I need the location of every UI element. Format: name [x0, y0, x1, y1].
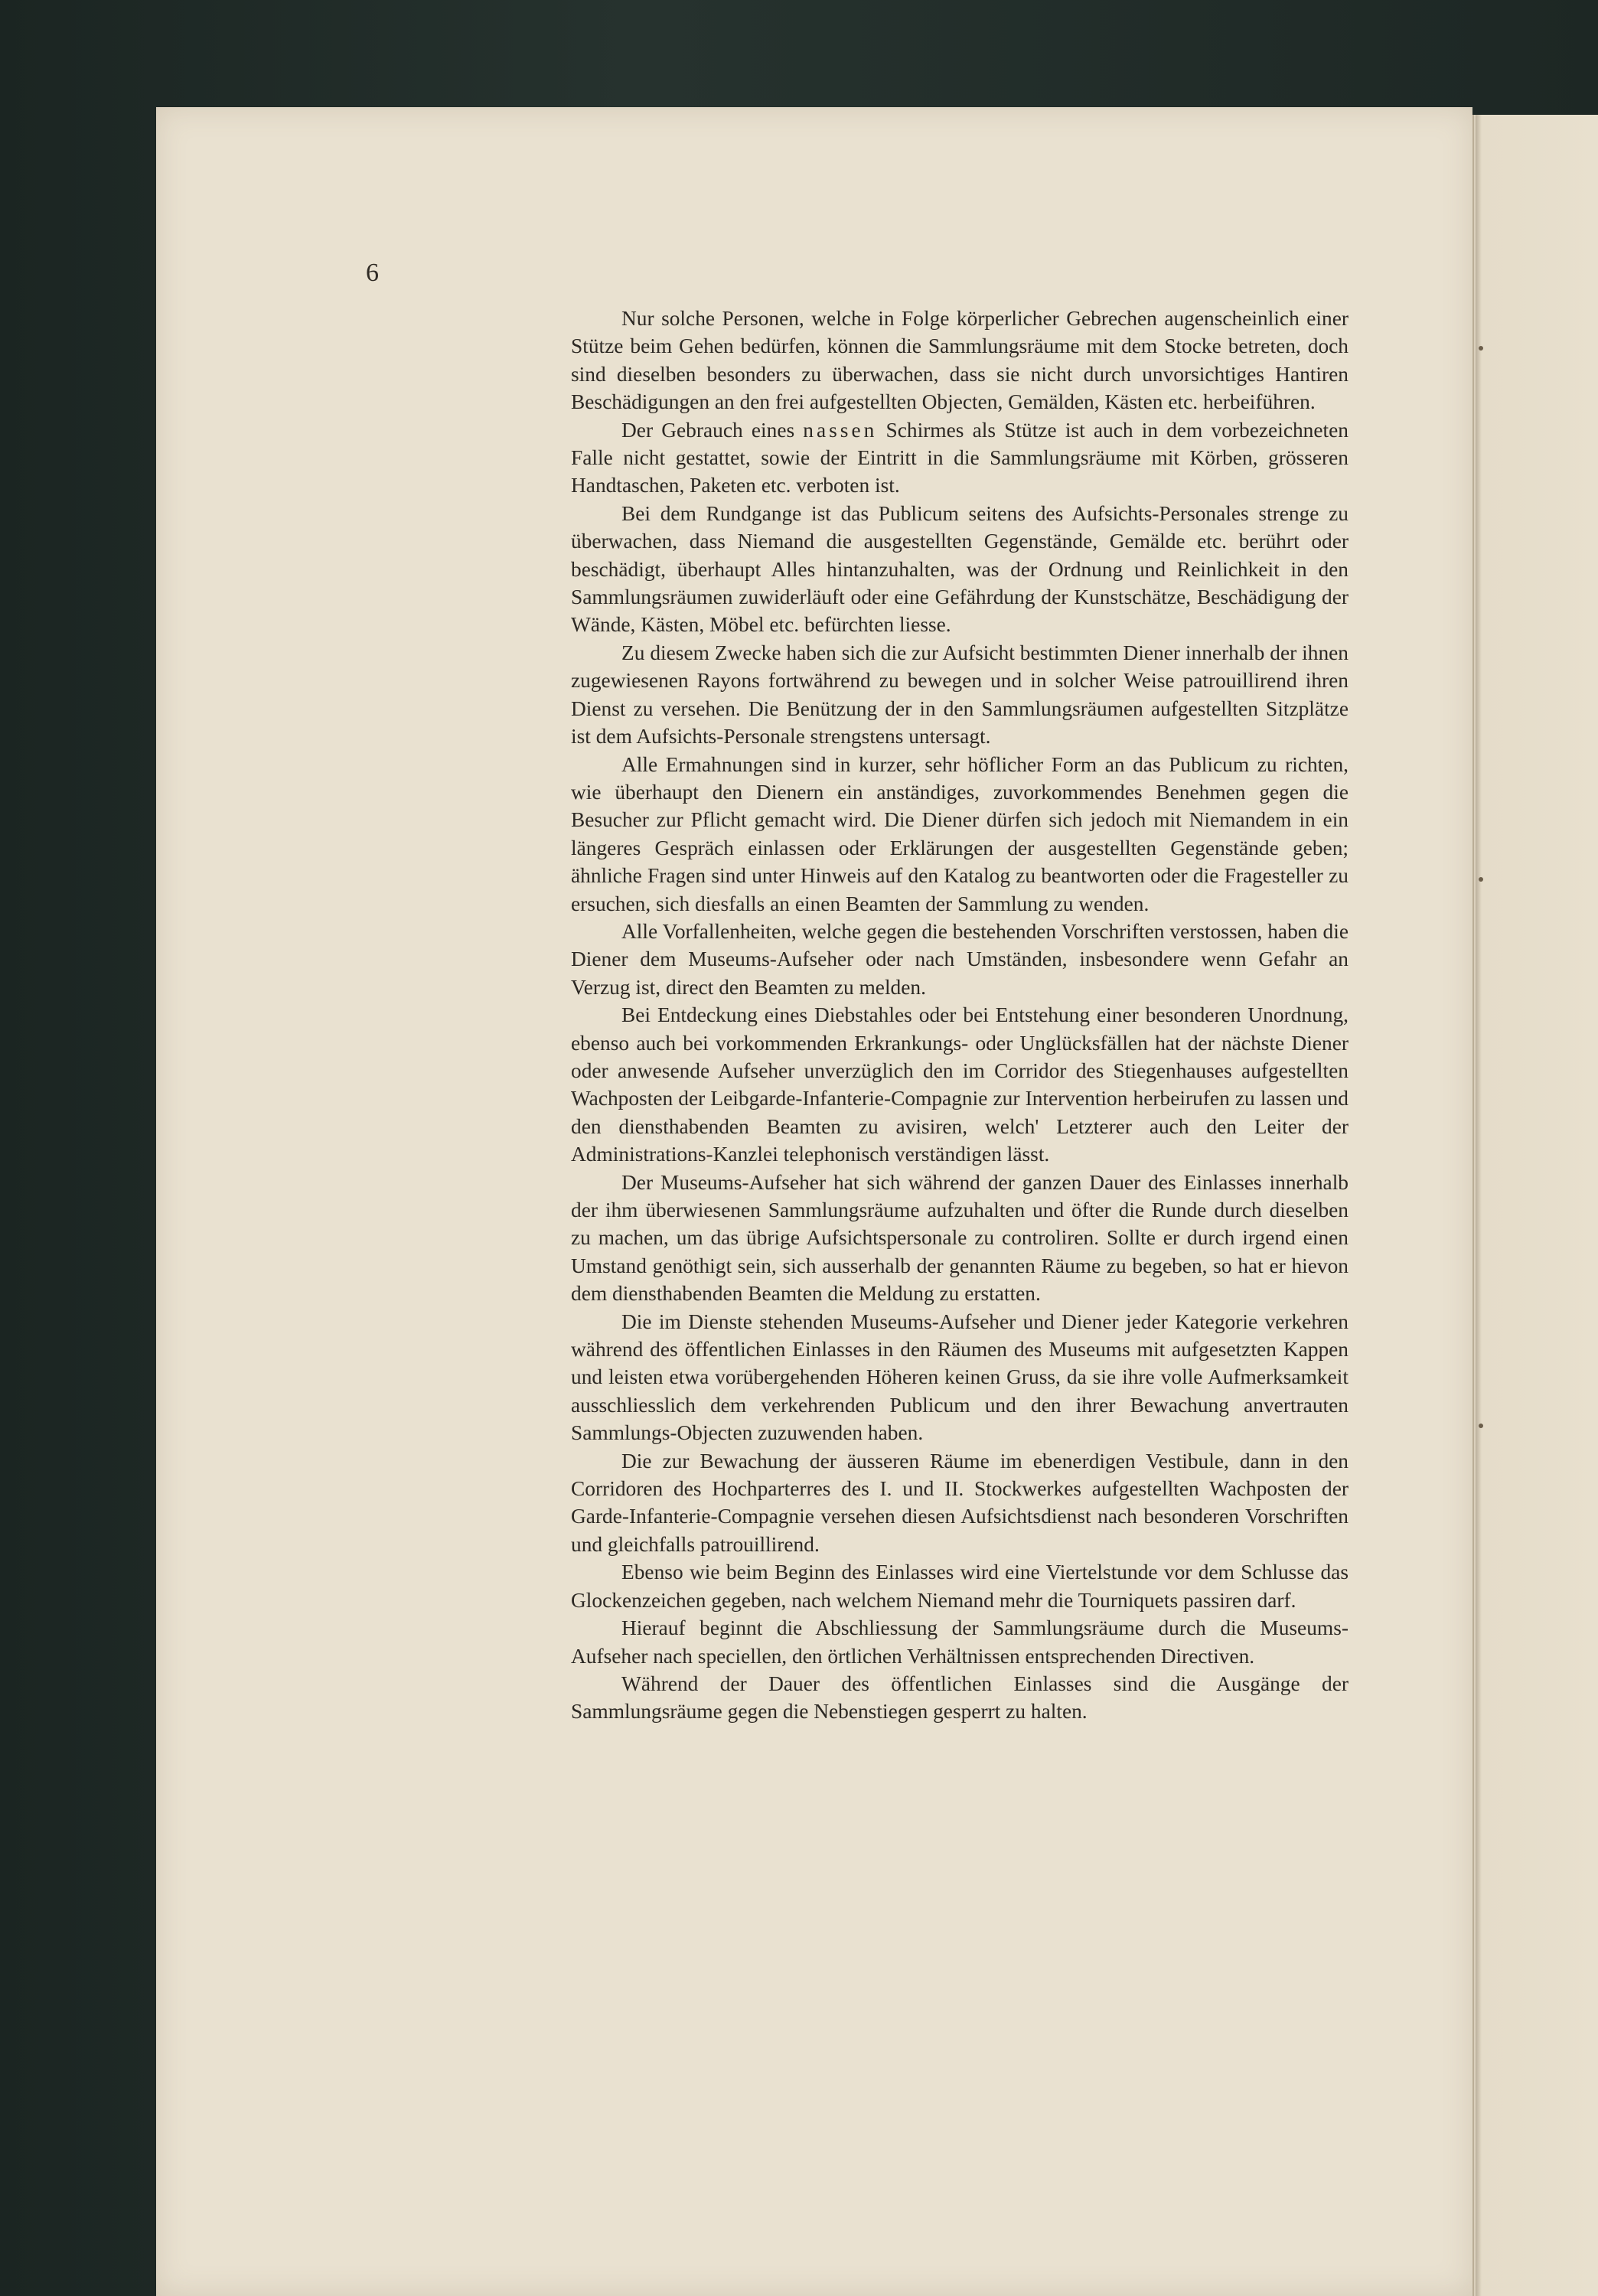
paragraph: Alle Ermahnungen sind in kurzer, sehr höflicher Form an das Publicum zu richten, wie überhaupt den Dienern ein anständiges, zuvorkommendes Benehmen gegen die Besucher zur Pflicht gemacht wird. Die Diener dürfen sich jedoch mit Niemandem in ein längeres Gespräch einlassen oder Erklärungen der ausgestellten Gegenstände geben; ähnliche Fragen sind unter Hinweis auf den Katalog zu beantworten oder die Fragesteller zu ersuchen, sich diesfalls an einen Beamten der Sammlung zu wenden.: [571, 752, 1349, 915]
binding-mark: [1479, 877, 1483, 882]
paragraph: Bei dem Rundgange ist das Publicum seitens des Aufsichts-Personales strenge zu überwachen, dass Niemand die ausgestellten Gegenstände, Gemälde etc. berührt oder beschädigt, überhaupt Alles hintanzuhalten, was der Ordnung und Reinlichkeit in den Sammlungsräumen zuwiderläuft oder eine Gefährdung der Kunstschätze, Beschädigung der Wände, Kästen, Möbel etc. befürchten liesse.: [571, 501, 1349, 637]
paragraph: Nur solche Personen, welche in Folge körperlicher Gebrechen augenscheinlich einer Stütze beim Gehen bedürfen, können die Sammlungsräume mit dem Stocke betreten, doch sind dieselben besonders zu überwachen, dass sie nicht durch unvorsichtiges Hantiren Beschädigungen an den frei aufgestellten Objecten, Gemälden, Kästen etc. herbeiführen.: [571, 307, 1349, 414]
page-fold-shadow: [1476, 115, 1482, 2296]
binding-mark: [1479, 346, 1483, 351]
paragraph: Der Museums-Aufseher hat sich während der ganzen Dauer des Einlasses innerhalb der ihm überwiesenen Sammlungsräume aufzuhalten und öfter die Runde durch dieselben zu machen, um das übrige Aufsichtspersonale zu controliren. Sollte er durch irgend einen Umstand genöthigt sein, sich ausserhalb der genannten Räume zu begeben, so hat er hievon dem diensthabenden Beamten die Meldung zu erstatten.: [571, 1170, 1349, 1306]
paragraph: Ebenso wie beim Beginn des Einlasses wird eine Viertelstunde vor dem Schlusse das Glockenzeichen gegeben, nach welchem Niemand mehr die Tourniquets passiren darf.: [571, 1561, 1349, 1612]
paragraph-text: Der Gebrauch eines: [621, 418, 804, 442]
paragraph: Hierauf beginnt die Abschliessung der Sammlungsräume durch die Museums-Aufseher nach speciellen, den örtlichen Verhältnissen entsprechenden Directiven.: [571, 1616, 1349, 1668]
paragraph-text: Schirmes als Stütze ist auch in dem vorbezeichneten Falle nicht gestattet, sowie der Eintritt in die Sammlungsräume mit Körben, grösseren Handtaschen, Paketen etc. verboten ist.: [571, 418, 1349, 497]
paragraph: Zu diesem Zwecke haben sich die zur Aufsicht bestimmten Diener innerhalb der ihnen zugewiesenen Rayons fortwährend zu bewegen und in solcher Weise patrouillirend ihren Dienst zu versehen. Die Benützung der in den Sammlungsräumen aufgestellten Sitzplätze ist dem Aufsichts-Personale strengstens untersagt.: [571, 641, 1349, 748]
binding-mark: [1479, 1424, 1483, 1428]
paragraph: Die im Dienste stehenden Museums-Aufseher und Diener jeder Kategorie verkehren während des öffentlichen Einlasses in den Räumen des Museums mit aufgesetzten Kappen und leisten etwa vorübergehenden Höheren keinen Gruss, da sie ihre volle Aufmerksamkeit ausschliesslich dem verkehrenden Publicum und den ihrer Bewachung anvertrauten Sammlungs-Objecten zuzuwenden haben.: [571, 1309, 1349, 1445]
page-number: 6: [366, 259, 379, 287]
paragraph: Bei Entdeckung eines Diebstahles oder bei Entstehung einer besonderen Unordnung, ebenso auch bei vorkommenden Erkrankungs- oder Unglücksfällen hat der nächste Diener oder anwesende Aufseher unverzüglich den im Corridor des Stiegenhauses aufgestellten Wachposten der Leibgarde-Infanterie-Compagnie zur Intervention herbeirufen zu lassen und den diensthabenden Beamten zu avisiren, welch' Letzterer auch den Leiter der Administrations-Kanzlei telephonisch verständigen lässt.: [571, 1003, 1349, 1166]
paragraph: [571, 416, 1349, 500]
paragraph: Während der Dauer des öffentlichen Einlasses sind die Ausgänge der Sammlungsräume gegen die Nebenstiegen gesperrt zu halten.: [571, 1671, 1349, 1724]
paragraph: Die zur Bewachung der äusseren Räume im ebenerdigen Vestibule, dann in den Corridoren des Hochparterres des I. und II. Stockwerkes aufgestellten Wachposten der Garde-Infanterie-Compagnie versehen diesen Aufsichtsdienst nach besonderen Vorschriften und gleichfalls patrouillirend.: [571, 1449, 1349, 1556]
body-text: [571, 305, 1349, 1726]
next-page-edge: [1472, 115, 1598, 2296]
emphasized-word: nassen: [803, 418, 878, 442]
paragraph: Alle Vorfallenheiten, welche gegen die bestehenden Vorschriften verstossen, haben die Diener dem Museums-Aufseher oder nach Umständen, insbesondere wenn Gefahr an Verzug ist, direct den Beamten zu melden.: [571, 919, 1349, 999]
